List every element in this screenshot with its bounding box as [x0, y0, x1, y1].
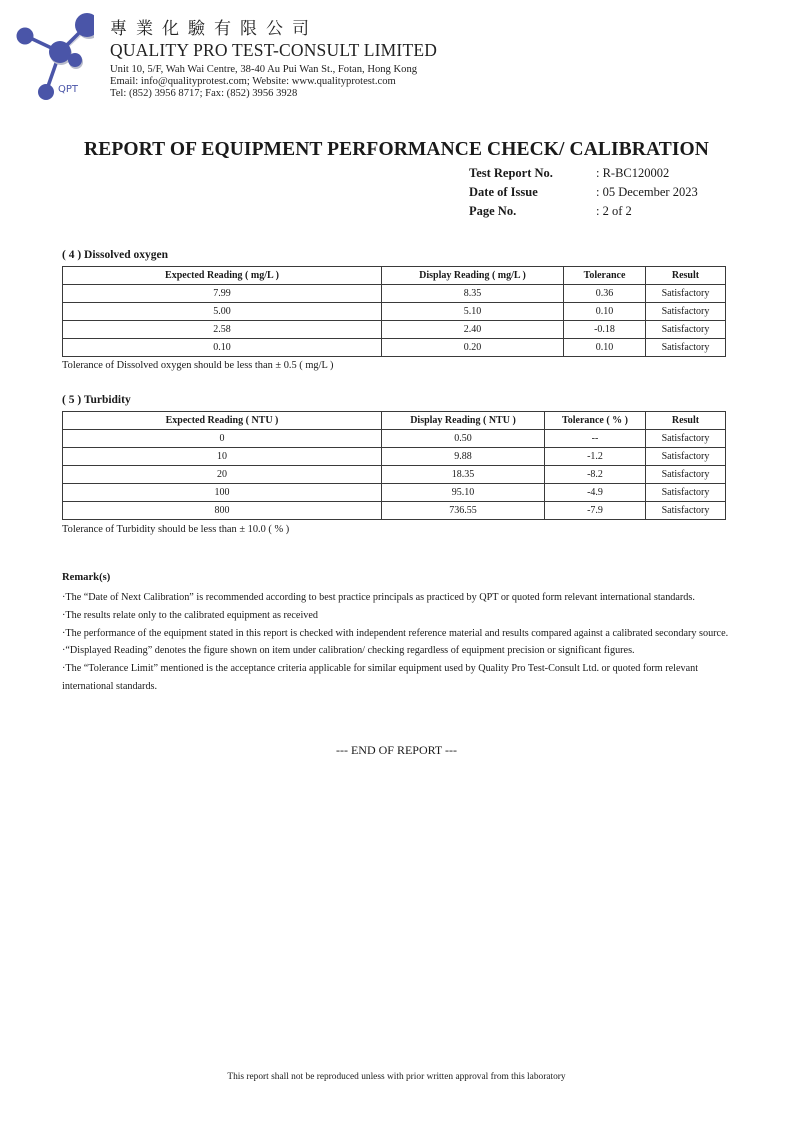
display-reading: 2.40 [382, 321, 564, 339]
section-heading-turbidity: ( 5 ) Turbidity [62, 394, 131, 406]
display-reading: 5.10 [382, 303, 564, 321]
company-name-english: QUALITY PRO TEST-CONSULT LIMITED [110, 40, 438, 60]
logo-text: QPT [58, 84, 79, 95]
column-header: Tolerance ( % ) [545, 412, 646, 430]
table-row [63, 285, 726, 303]
tolerance: -- [545, 430, 646, 448]
page-number-value: : 2 of 2 [596, 204, 632, 218]
molecule-icon [17, 13, 95, 100]
column-header: Result [646, 267, 726, 285]
table-row [63, 448, 726, 466]
dissolved-oxygen-table [62, 266, 726, 357]
section-heading-dissolved-oxygen: ( 4 ) Dissolved oxygen [62, 249, 169, 261]
issue-date-label: Date of Issue [469, 185, 538, 199]
tolerance: 0.10 [564, 339, 646, 357]
remark-item: ·The “Tolerance Limit” mentioned is the acceptance criteria applicable for similar equipment used by Quality Pro Test-Consult Ltd. or quoted form relevant international standards. [62, 663, 699, 692]
table-row [63, 303, 726, 321]
display-reading: 0.50 [382, 430, 545, 448]
result: Satisfactory [646, 484, 726, 502]
expected-reading: 10 [63, 448, 382, 466]
expected-reading: 0.10 [63, 339, 382, 357]
dissolved-oxygen-tolerance-note: Tolerance of Dissolved oxygen should be less than ± 0.5 ( mg/L ) [62, 360, 334, 371]
report-number-value: : R-BC120002 [596, 166, 670, 180]
expected-reading: 100 [63, 484, 382, 502]
company-logo [8, 12, 94, 102]
result: Satisfactory [646, 303, 726, 321]
table-row [63, 502, 726, 520]
table-header-row [63, 412, 726, 430]
tolerance: -0.18 [564, 321, 646, 339]
tolerance: -7.9 [545, 502, 646, 520]
column-header: Tolerance [564, 267, 646, 285]
result: Satisfactory [646, 339, 726, 357]
display-reading: 0.20 [382, 339, 564, 357]
remark-item: ·The performance of the equipment stated in this report is checked with independent reference material and results compared against a calibrated secondary source. [62, 627, 729, 639]
column-header: Expected Reading ( mg/L ) [63, 267, 382, 285]
display-reading: 9.88 [382, 448, 545, 466]
table-row [63, 339, 726, 357]
column-header: Display Reading ( mg/L ) [382, 267, 564, 285]
column-header: Display Reading ( NTU ) [382, 412, 545, 430]
remark-item: ·The “Date of Next Calibration” is recommended according to best practice principals as practiced by QPT or quoted form relevant international standards. [62, 592, 695, 603]
tolerance: 0.10 [564, 303, 646, 321]
turbidity-tolerance-note: Tolerance of Turbidity should be less than ± 10.0 ( % ) [62, 524, 290, 535]
tolerance: -4.9 [545, 484, 646, 502]
company-contact: Email: info@qualityprotest.com; Website: www.qualityprotest.com [110, 76, 396, 87]
table-row [63, 430, 726, 448]
end-of-report: --- END OF REPORT --- [335, 743, 458, 757]
expected-reading: 7.99 [63, 285, 382, 303]
display-reading: 95.10 [382, 484, 545, 502]
report-number-label: Test Report No. [469, 166, 553, 180]
remarks-list [62, 589, 732, 696]
turbidity-table [62, 411, 726, 520]
table-row [63, 484, 726, 502]
remarks-heading: Remark(s) [62, 572, 111, 583]
result: Satisfactory [646, 502, 726, 520]
company-name-chinese: 專業化驗有限公司 [110, 19, 318, 38]
result: Satisfactory [646, 448, 726, 466]
tolerance: -1.2 [545, 448, 646, 466]
company-phone: Tel: (852) 3956 8717; Fax: (852) 3956 3928 [110, 88, 298, 99]
remark-item: ·The results relate only to the calibrated equipment as received [62, 609, 318, 621]
issue-date-value: : 05 December 2023 [596, 185, 698, 199]
remark-item: ·“Displayed Reading” denotes the figure shown on item under calibration/ checking regardless of equipment precision or significant figures. [62, 645, 635, 657]
tolerance: 0.36 [564, 285, 646, 303]
expected-reading: 0 [63, 430, 382, 448]
result: Satisfactory [646, 321, 726, 339]
column-header: Expected Reading ( NTU ) [63, 412, 382, 430]
tolerance: -8.2 [545, 466, 646, 484]
display-reading: 18.35 [382, 466, 545, 484]
result: Satisfactory [646, 430, 726, 448]
page-number-label: Page No. [469, 204, 517, 218]
result: Satisfactory [646, 285, 726, 303]
footer-disclaimer: This report shall not be reproduced unless with prior written approval from this laboratory [227, 1072, 566, 1082]
display-reading: 8.35 [382, 285, 564, 303]
table-row [63, 321, 726, 339]
expected-reading: 800 [63, 502, 382, 520]
expected-reading: 20 [63, 466, 382, 484]
company-address: Unit 10, 5/F, Wah Wai Centre, 38-40 Au Pui Wan St., Fotan, Hong Kong [110, 64, 418, 75]
report-title: REPORT OF EQUIPMENT PERFORMANCE CHECK/ CALIBRATION [84, 139, 709, 160]
expected-reading: 5.00 [63, 303, 382, 321]
expected-reading: 2.58 [63, 321, 382, 339]
table-row [63, 466, 726, 484]
display-reading: 736.55 [382, 502, 545, 520]
result: Satisfactory [646, 466, 726, 484]
column-header: Result [646, 412, 726, 430]
table-header-row [63, 267, 726, 285]
